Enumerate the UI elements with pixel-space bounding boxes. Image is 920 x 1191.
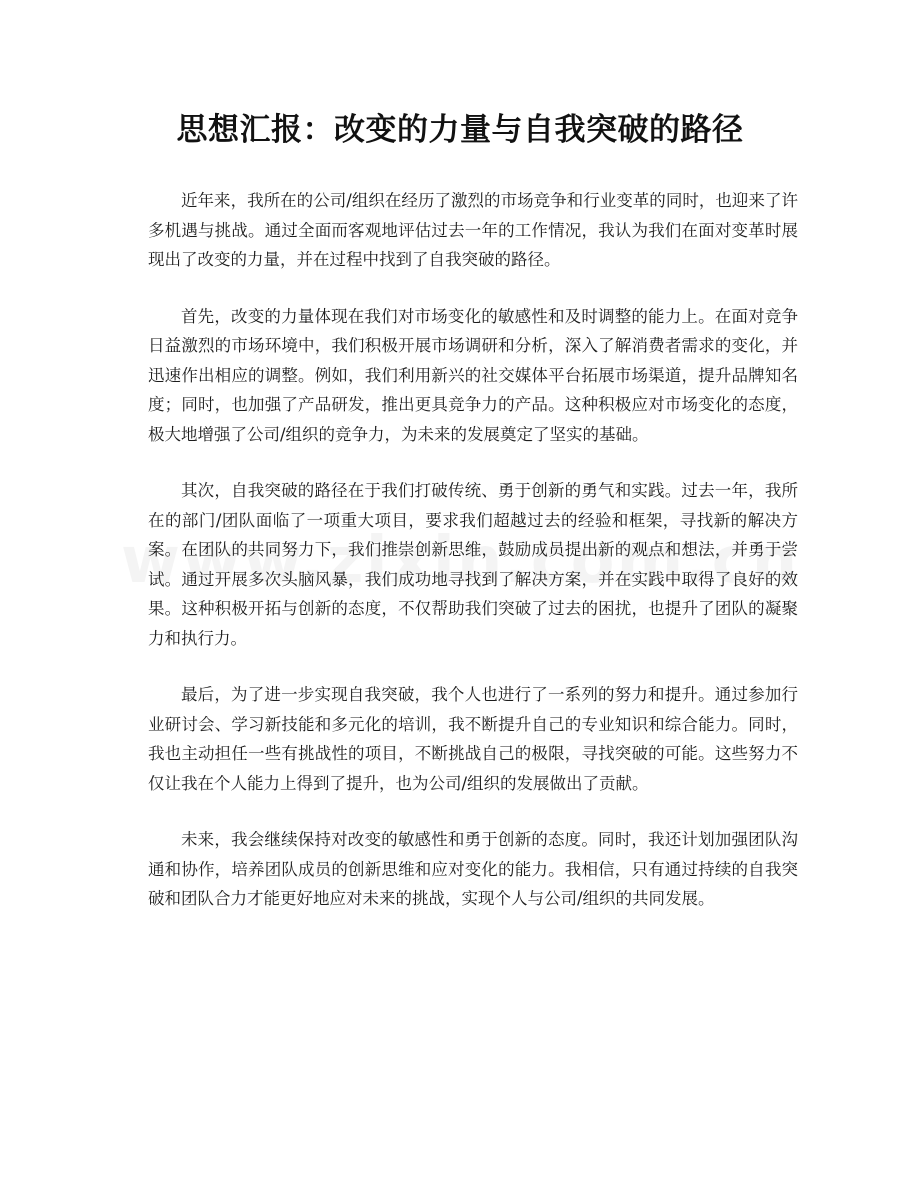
- paragraph-first: 首先，改变的力量体现在我们对市场变化的敏感性和及时调整的能力上。在面对竞争日益激烈的市场环境中，我们积极开展市场调研和分析，深入了解消费者需求的变化，并迅速作出相应的调整。例如，我们利用新兴的社交媒体平台拓展市场渠道，提升品牌知名度；同时，也加强了产品研发，推出更具竞争力的产品。这种积极应对市场变化的态度，极大地增强了公司/组织的竞争力，为未来的发展奠定了坚实的基础。: [148, 306, 798, 444]
- paragraph-second: 其次，自我突破的路径在于我们打破传统、勇于创新的勇气和实践。过去一年，我所在的部门/团队面临了一项重大项目，要求我们超越过去的经验和框架，寻找新的解决方案。在团队的共同努力下，我们推崇创新思维，鼓励成员提出新的观点和想法，并勇于尝试。通过开展多次头脑风暴，我们成功地寻找到了解决方案，并在实践中取得了良好的效果。这种积极开拓与创新的态度，不仅帮助我们突破了过去的困扰，也提升了团队的凝聚力和执行力。: [148, 481, 798, 648]
- paragraph-future: 未来，我会继续保持对改变的敏感性和勇于创新的态度。同时，我还计划加强团队沟通和协作，培养团队成员的创新思维和应对变化的能力。我相信，只有通过持续的自我突破和团队合力才能更好地应对未来的挑战，实现个人与公司/组织的共同发展。: [148, 830, 798, 908]
- paragraph-intro: 近年来，我所在的公司/组织在经历了激烈的市场竞争和行业变革的同时，也迎来了许多机遇与挑战。通过全面而客观地评估过去一年的工作情况，我认为我们在面对变革时展现出了改变的力量，并在过程中找到了自我突破的路径。: [148, 191, 798, 269]
- document-body: [148, 186, 798, 941]
- paragraph-third: 最后，为了进一步实现自我突破，我个人也进行了一系列的努力和提升。通过参加行业研讨会、学习新技能和多元化的培训，我不断提升自己的专业知识和综合能力。同时，我也主动担任一些有挑战性的项目，不断挑战自己的极限，寻找突破的可能。这些努力不仅让我在个人能力上得到了提升，也为公司/组织的发展做出了贡献。: [148, 685, 798, 793]
- document-title: 思想汇报：改变的力量与自我突破的路径: [176, 112, 744, 148]
